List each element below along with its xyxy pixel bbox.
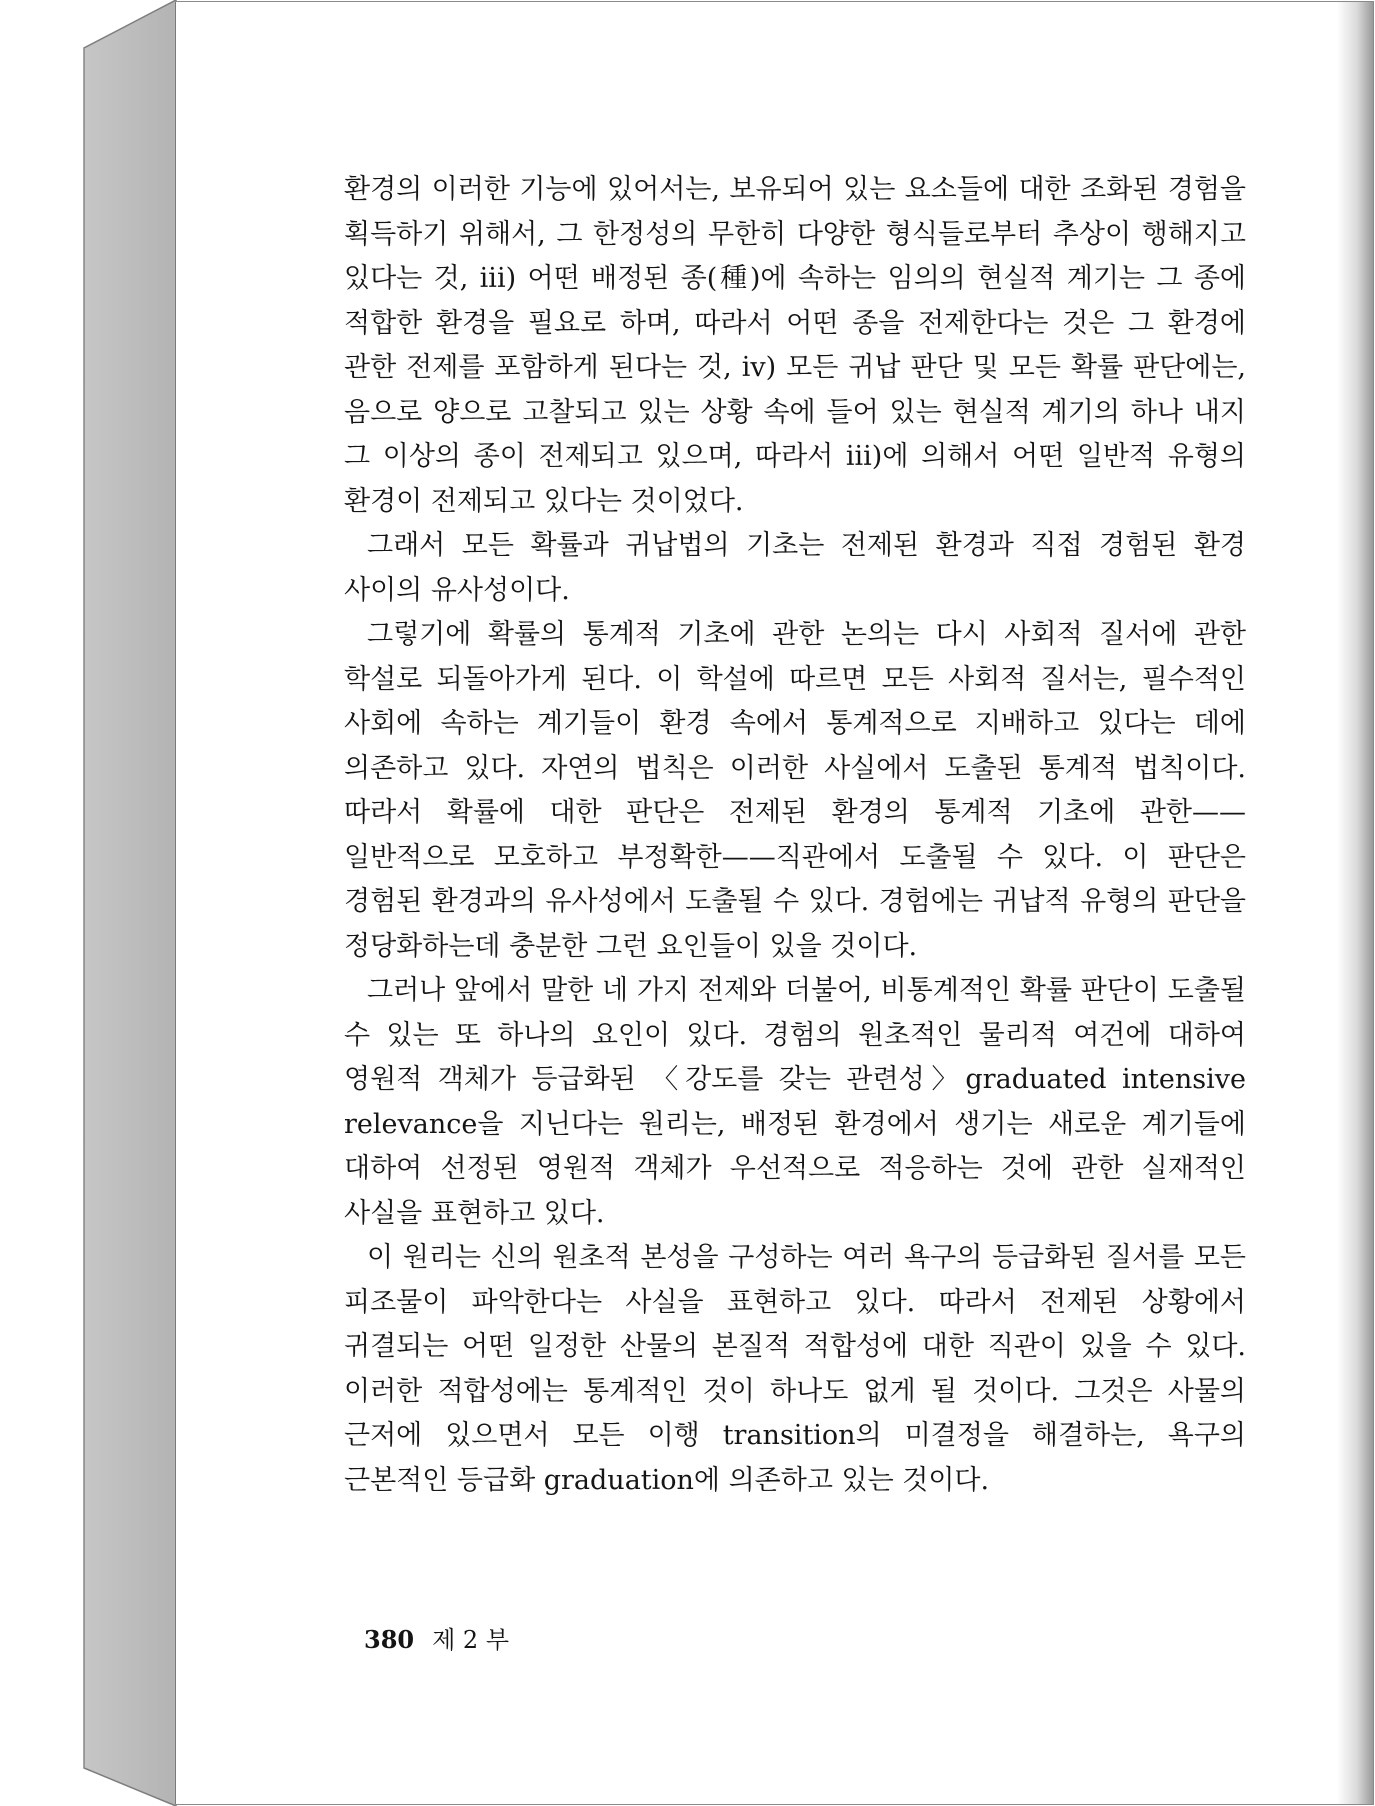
part-label: 제 2 부 — [432, 1626, 510, 1654]
body-text — [344, 168, 1246, 1503]
page-number: 380 — [364, 1625, 415, 1654]
page-footer — [364, 1620, 509, 1655]
paragraph: 환경의 이러한 기능에 있어서는, 보유되어 있는 요소들에 대한 조화된 경험을 획득하기 위해서, 그 한정성의 무한히 다양한 형식들로부터 추상이 행해지고 있다는 것, iii) 어떤 배정된 종(種)에 속하는 임의의 현실적 계기는 그 종에 적합한 환경을 필요로 하며, 따라서 어떤 종을 전제한다는 것은 그 환경에 관한 전제를 포함하게 된다는 것, iv) 모든 귀납 판단 및 모든 확률 판단에는, 음으로 양으로 고찰되고 있는 상황 속에 들어 있는 현실적 계기의 하나 내지 그 이상의 종이 전제되고 있으며, 따라서 iii)에 의해서 어떤 일반적 유형의 환경이 전제되고 있다는 것이었다. — [344, 174, 1246, 517]
paragraph: 그래서 모든 확률과 귀납법의 기초는 전제된 환경과 직접 경험된 환경 사이의 유사성이다. — [344, 530, 1246, 606]
paragraph: 이 원리는 신의 원초적 본성을 구성하는 여러 욕구의 등급화된 질서를 모든 피조물이 파악한다는 사실을 표현하고 있다. 따라서 전제된 상황에서 귀결되는 어떤 일정한 산물의 본질적 적합성에 대한 직관이 있을 수 있다. 이러한 적합성에는 통계적인 것이 하나도 없게 될 것이다. 그것은 사물의 근저에 있으면서 모든 이행 transition의 미결정을 해결하는, 욕구의 근본적인 등급화 graduation에 의존하고 있는 것이다. — [344, 1242, 1246, 1496]
paragraph: 그렇기에 확률의 통계적 기초에 관한 논의는 다시 사회적 질서에 관한 학설로 되돌아가게 된다. 이 학설에 따르면 모든 사회적 질서는, 필수적인 사회에 속하는 계기들이 환경 속에서 통계적으로 지배하고 있다는 데에 의존하고 있다. 자연의 법칙은 이러한 사실에서 도출된 통계적 법칙이다. 따라서 확률에 대한 판단은 전제된 환경의 통계적 기초에 관한——일반적으로 모호하고 부정확한——직관에서 도출될 수 있다. 이 판단은 경험된 환경과의 유사성에서 도출될 수 있다. 경험에는 귀납적 유형의 판단을 정당화하는데 충분한 그런 요인들이 있을 것이다. — [344, 619, 1246, 962]
paragraph: 그러나 앞에서 말한 네 가지 전제와 더불어, 비통계적인 확률 판단이 도출될 수 있는 또 하나의 요인이 있다. 경험의 원초적인 물리적 여건에 대하여 영원적 객체가 등급화된 〈강도를 갖는 관련성〉graduated intensive relevance을 지닌다는 원리는, 배정된 환경에서 생기는 새로운 계기들에 대하여 선정된 영원적 객체가 우선적으로 적응하는 것에 관한 실재적인 사실을 표현하고 있다. — [344, 975, 1246, 1229]
book-page — [176, 2, 1373, 1804]
page-edge-shadow — [1337, 2, 1373, 1804]
